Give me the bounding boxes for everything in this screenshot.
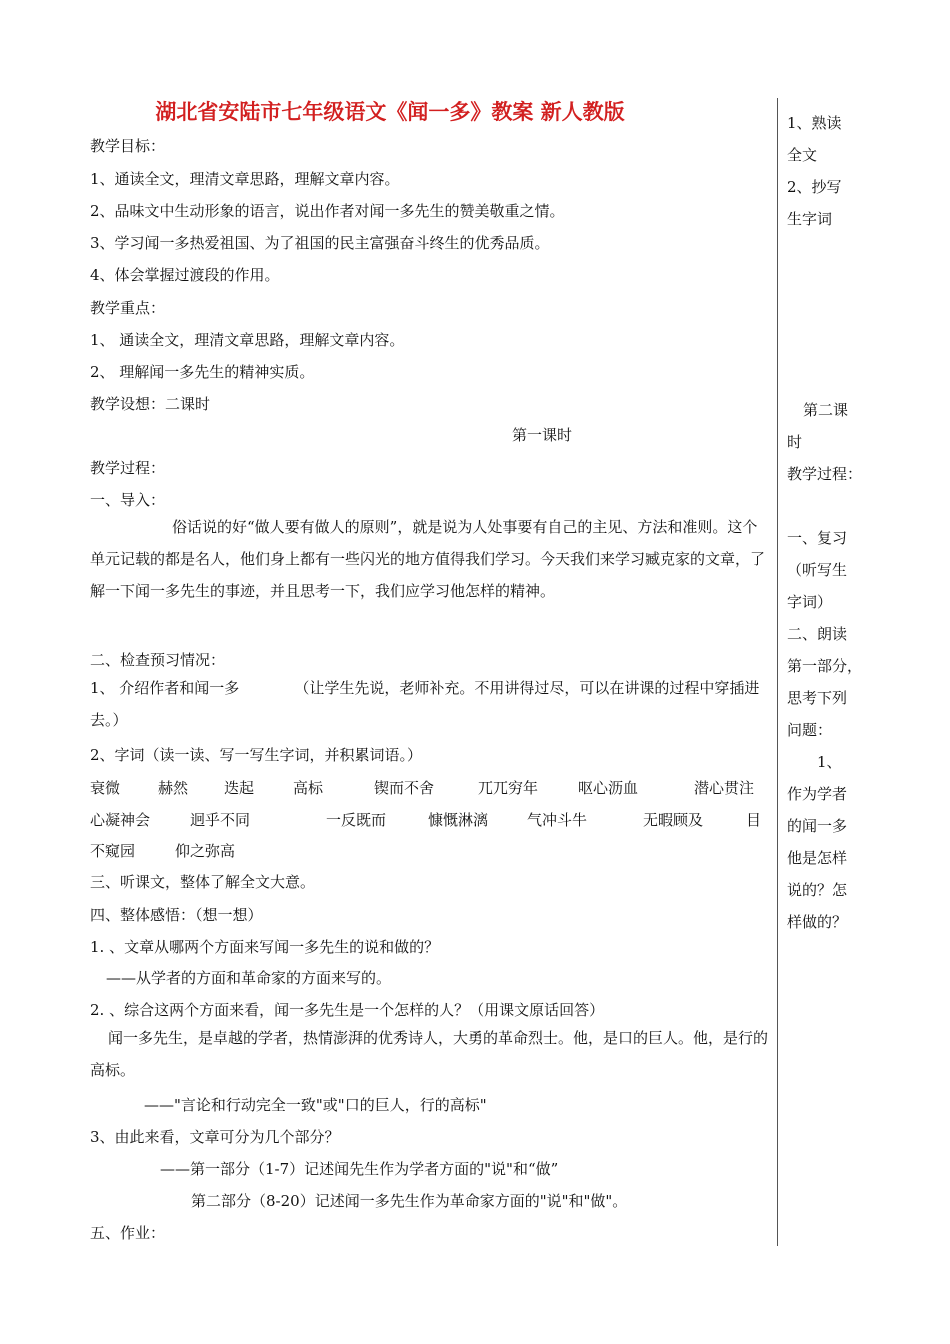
overall-heading: 四、整体感悟：（想一想） [90,906,263,924]
sidebar-block-2 [787,394,867,938]
vocab-word: 无暇顾及 [643,811,704,829]
homework-heading: 五、作业： [90,1224,166,1242]
answer-3-part-2: 第二部分（8-20）记述闻一多先生作为革命家方面的"说"和"做"。 [191,1192,628,1210]
preview-item-1-text: （让学生先说，老师补充。不用讲得过尽，可以在讲课的过程中穿插进去。） [90,679,760,729]
goal-item: 3、学习闻一多热爱祖国、为了祖国的民主富强奋斗终生的优秀品质。 [90,234,550,252]
sidebar-line: 1、 [817,753,842,771]
intro-heading: 一、导入： [90,491,166,509]
vocab-word: 高标 [293,779,324,797]
question-3: 3、由此来看，文章可分为几个部分？ [90,1128,340,1146]
sidebar-line: 作为学者 [787,785,848,803]
goals-heading: 教学目标： [90,137,166,155]
vocab-word: 赫然 [158,779,189,797]
listen-step: 三、听课文，整体了解全文大意。 [90,873,316,891]
vocab-word: 兀兀穷年 [478,779,539,797]
vocab-word: 目 [746,811,762,829]
goal-item: 2、品味文中生动形象的语言，说出作者对闻一多先生的赞美敬重之情。 [90,202,565,220]
vocab-word: 不窥园 [90,842,136,860]
vocab-word: 呕心沥血 [578,779,639,797]
focus-item: 2、 理解闻一多先生的精神实质。 [90,363,315,381]
vocab-word: 迭起 [224,779,255,797]
vocab-word: 气冲斗牛 [527,811,588,829]
sidebar-line: （听写生 [787,561,848,579]
focus-heading: 教学重点： [90,299,166,317]
sidebar-block-1 [787,107,867,235]
vocab-word: 锲而不舍 [374,779,435,797]
answer-2-quote: ——"言论和行动完全一致"或"口的巨人，行的高标" [144,1096,487,1114]
sidebar-line: 1、熟读 [787,114,842,132]
sidebar-line: 全文 [787,146,818,164]
vocab-word: 仰之弥高 [175,842,236,860]
answer-2: 闻一多先生，是卓越的学者，热情澎湃的优秀诗人，大勇的革命烈士。他，是口的巨人。他，是行的高标。 [90,1029,769,1079]
sidebar-line: 样做的？ [787,913,848,931]
sidebar-line: 时 [787,433,803,451]
question-2: 2. 、综合这两个方面来看，闻一多先生是一个怎样的人？（用课文原话回答） [90,1001,605,1019]
sidebar-line: 2、抄写 [787,178,842,196]
vocab-heading: 2、字词（读一读、写一写生字词，并积累词语。） [90,746,423,764]
answer-1: ——从学者的方面和革命家的方面来写的。 [106,969,392,987]
preview-item-1-label: 1、 介绍作者和闻一多 [90,679,240,697]
sidebar-line: 一、复习 [787,529,848,547]
vocab-word: 慷慨淋漓 [428,811,489,829]
sidebar-line: 教学过程： [787,465,863,483]
vocab-word: 一反既而 [326,811,387,829]
column-divider [777,98,778,1246]
intro-paragraph: 俗话说的好“做人要有做人的原则”，就是说为人处事要有自己的主见、方法和准则。这个单元记载的都是名人，他们身上都有一些闪光的地方值得我们学习。今天我们来学习臧克家的文章，了解一下闻一多先生的事迹，并且思考一下，我们应学习他怎样的精神。 [90,518,766,600]
sidebar-spacer [787,490,867,522]
sidebar-line: 生字词 [787,210,833,228]
goal-item: 4、体会掌握过渡段的作用。 [90,266,280,284]
preview-heading: 二、检查预习情况： [90,651,226,669]
sidebar-line: 第二课 [803,401,849,419]
vocab-row [90,777,772,797]
preview-item-1 [90,672,772,736]
lesson-one-heading: 第一课时 [512,426,573,444]
teaching-plan: 教学设想：二课时 [90,395,211,413]
goal-item: 1、通读全文，理清文章思路，理解文章内容。 [90,170,400,188]
vocab-row [90,840,772,860]
sidebar-line: 他是怎样 [787,849,848,867]
vocab-row [90,809,772,829]
sidebar-line: 字词） [787,593,833,611]
focus-item: 1、 通读全文，理清文章思路，理解文章内容。 [90,331,405,349]
sidebar-line: 问题： [787,721,833,739]
answer-3-part-1: ——第一部分（1-7）记述闻先生作为学者方面的"说"和“做” [160,1160,559,1178]
sidebar-line: 二、朗读 [787,625,848,643]
document-title: 湖北省安陆市七年级语文《闻一多》教案 新人教版 [155,100,625,124]
sidebar-line: 第一部分， [787,657,863,675]
sidebar-line: 说的？怎 [787,881,848,899]
question-1: 1. 、文章从哪两个方面来写闻一多先生的说和做的？ [90,938,440,956]
vocab-word: 潜心贯注 [694,779,755,797]
sidebar-line: 思考下列 [787,689,848,707]
sidebar-line: 的闻一多 [787,817,848,835]
process-heading: 教学过程： [90,459,166,477]
vocab-word: 心凝神会 [90,811,151,829]
vocab-word: 衰微 [90,779,121,797]
vocab-word: 迥乎不同 [190,811,251,829]
